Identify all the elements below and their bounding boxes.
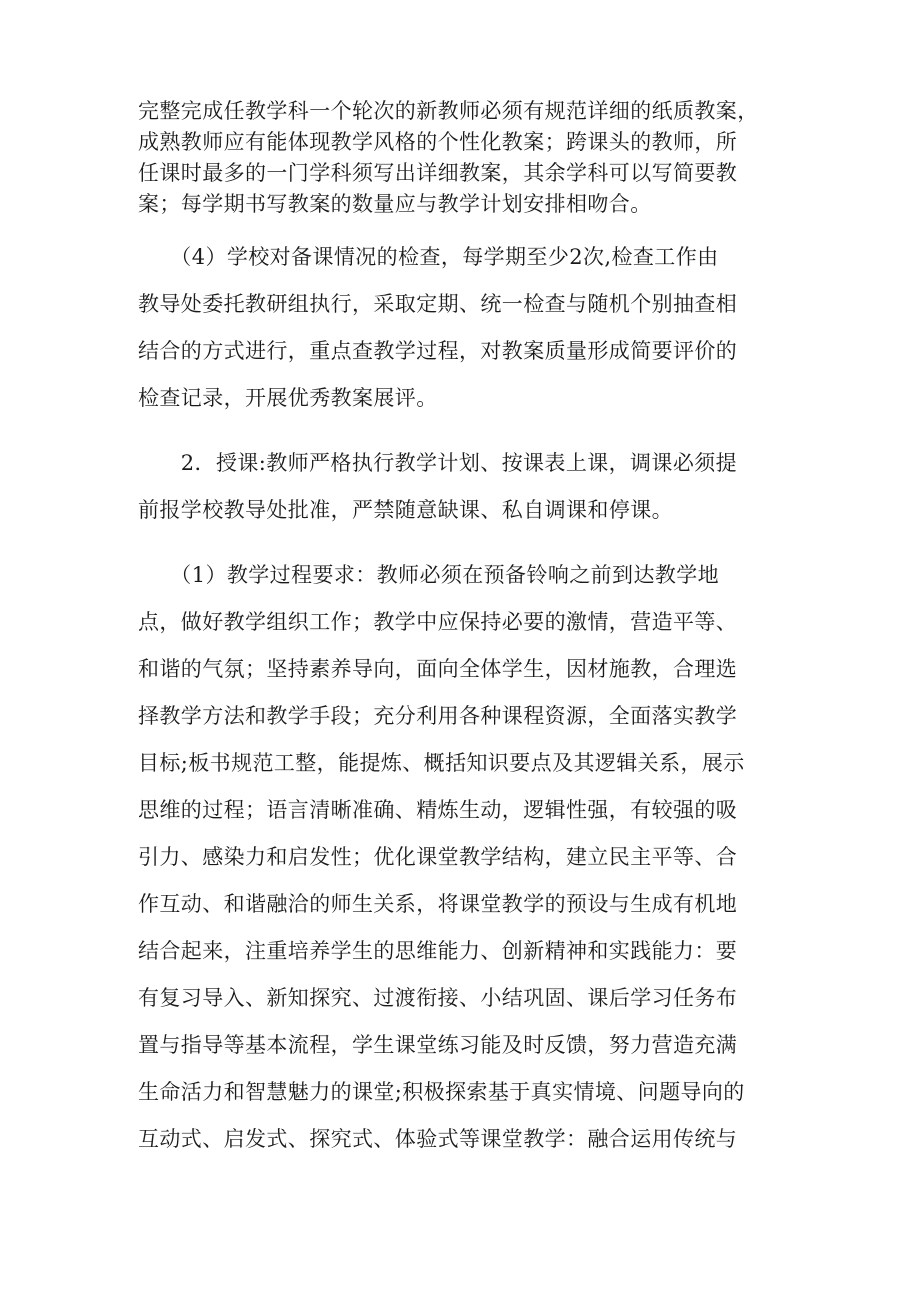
text-line: 任课时最多的一门学科须写出详细教案，其余学科可以写简要教 [138,161,738,185]
intro-paragraph [138,96,788,220]
document-body [138,96,788,1163]
text-line: 思维的过程；语言清晰准确、精炼生动，逻辑性强，有较强的吸 [138,798,738,822]
text-line: 引力、感染力和启发性；优化课堂教学结构，建立民主平等、合 [138,845,738,869]
text-line: 成熟教师应有能体现教学风格的个性化教案；跨课头的教师，所 [138,130,738,154]
text-line: 案；每学期书写教案的数量应与教学计划安排相吻合。 [138,192,652,216]
text-line: 互动式、启发式、探究式、体验式等课堂教学：融合运用传统与 [138,1127,738,1151]
text-line: 目标;板书规范工整，能提炼、概括知识要点及其逻辑关系，展示 [138,751,745,775]
text-line: 有复习导入、新知探究、过渡衔接、小结巩固、课后学习任务布 [138,986,738,1010]
text-line: 结合起来，注重培养学生的思维能力、创新精神和实践能力：要 [138,939,738,963]
text-line: 教导处委托教研组执行，采取定期、统一检查与随机个别抽查相 [138,292,738,316]
paragraph-teaching-process [138,552,788,1163]
text-line: 完整完成任教学科一个轮次的新教师必须有规范详细的纸质教案， [138,99,759,123]
text-line: 择教学方法和教学手段；充分利用各种课程资源，全面落实教学 [138,704,738,728]
text-line: 生命活力和智慧魅力的课堂;积极探索基于真实情境、问题导向的 [138,1080,745,1104]
text-line: 和谐的气氛；坚持素养导向，面向全体学生，因材施教，合理选 [138,657,738,681]
paragraph-lesson-check [138,234,788,422]
text-line: 2．授课:教师严格执行教学计划、按课表上课，调课必须提 [138,451,738,475]
text-line: 前报学校教导处批准，严禁随意缺课、私自调课和停课。 [138,498,673,522]
text-line: 置与指导等基本流程，学生课堂练习能及时反馈，努力营造充满 [138,1033,738,1057]
text-line: （1）教学过程要求：教师必须在预备铃响之前到达教学地 [138,563,720,587]
text-line: 检查记录，开展优秀教案展评。 [138,386,438,410]
text-line: 结合的方式进行，重点查教学过程，对教案质量形成简要评价的 [138,339,738,363]
text-line: （4）学校对备课情况的检查，每学期至少2次,检查工作由 [138,245,719,269]
text-line: 作互动、和谐融洽的师生关系，将课堂教学的预设与生成有机地 [138,892,738,916]
paragraph-teaching [138,440,788,534]
text-line: 点，做好教学组织工作；教学中应保持必要的激情，营造平等、 [138,610,738,634]
